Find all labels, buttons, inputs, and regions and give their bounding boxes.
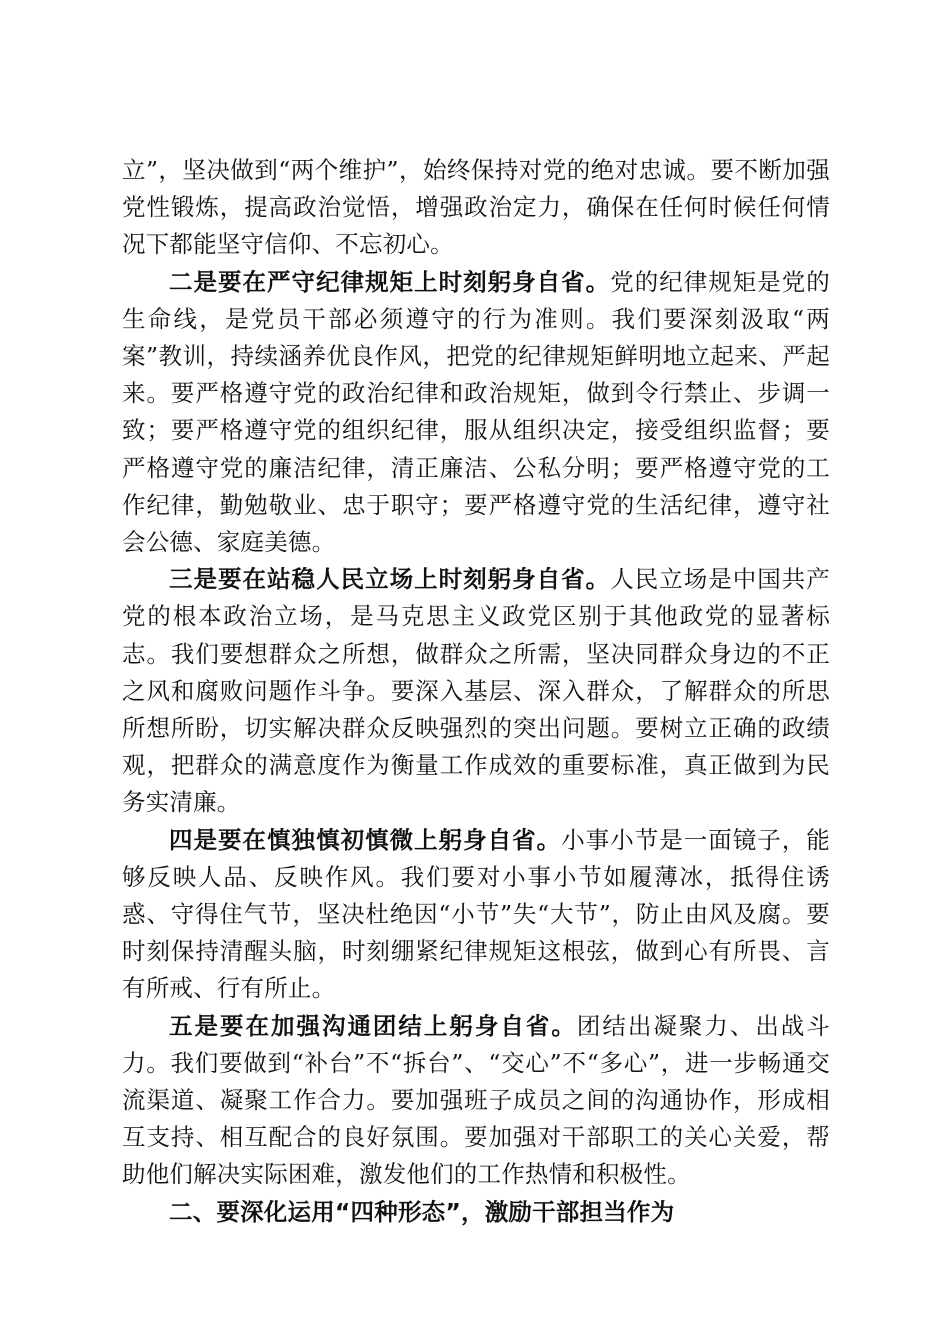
paragraph-lead: 二是要在严守纪律规矩上时刻躬身自省。 bbox=[169, 267, 611, 296]
section-heading: 二、要深化运用“四种形态”，激励干部担当作为 bbox=[169, 1197, 675, 1226]
paragraph-lead: 五是要在加强沟通团结上躬身自省。 bbox=[169, 1011, 577, 1040]
paragraph-discipline bbox=[122, 264, 830, 562]
paragraph-prudence bbox=[122, 822, 830, 1008]
paragraph-text: 立”，坚决做到“两个维护”，始终保持对党的绝对忠诚。要不断加强党性锻炼，提高政治觉悟，增强政治定力，确保在任何时候任何情况下都能坚守信仰、不忘初心。 bbox=[122, 156, 830, 259]
paragraph-lead: 四是要在慎独慎初慎微上躬身自省。 bbox=[169, 825, 562, 854]
paragraph-people-stance bbox=[122, 561, 830, 821]
paragraph-lead: 三是要在站稳人民立场上时刻躬身自省。 bbox=[169, 565, 611, 594]
paragraph-text: 小事小节是一面镜子，能够反映人品、反映作风。我们要对小事小节如履薄冰，抵得住诱惑、守得住气节，坚决杜绝因“小节”失“大节”，防止由风及腐。要时刻保持清醒头脑，时刻绷紧纪律规矩这根弦，做到心有所畏、言有所戒、行有所止。 bbox=[122, 825, 831, 1003]
paragraph-text: 党的纪律规矩是党的生命线，是党员干部必须遵守的行为准则。我们要深刻汲取“两案”教训，持续涵养优良作风，把党的纪律规矩鲜明地立起来、严起来。要严格遵守党的政治纪律和政治规矩，做到令行禁止、步调一致；要严格遵守党的组织纪律，服从组织决定，接受组织监督；要严格遵守党的廉洁纪律，清正廉洁、公私分明；要严格遵守党的工作纪律，勤勉敬业、忠于职守；要严格遵守党的生活纪律，遵守社会公德、家庭美德。 bbox=[122, 267, 830, 557]
document-body bbox=[122, 152, 830, 1231]
paragraph-unity bbox=[122, 1008, 830, 1194]
paragraph-text: 人民立场是中国共产党的根本政治立场，是马克思主义政党区别于其他政党的显著标志。我们要想群众之所想，做群众之所需，坚决同群众身边的不正之风和腐败问题作斗争。要深入基层、深入群众，了解群众的所思所想所盼，切实解决群众反映强烈的突出问题。要树立正确的政绩观，把群众的满意度作为衡量工作成效的重要标准，真正做到为民务实清廉。 bbox=[122, 565, 830, 817]
paragraph-text: 团结出凝聚力、出战斗力。我们要做到“补台”不“拆台”、“交心”不“多心”，进一步畅通交流渠道、凝聚工作合力。要加强班子成员之间的沟通协作，形成相互支持、相互配合的良好氛围。要加强对干部职工的关心关爱，帮助他们解决实际困难，激发他们的工作热情和积极性。 bbox=[122, 1011, 831, 1189]
paragraph-continuation bbox=[122, 152, 830, 264]
